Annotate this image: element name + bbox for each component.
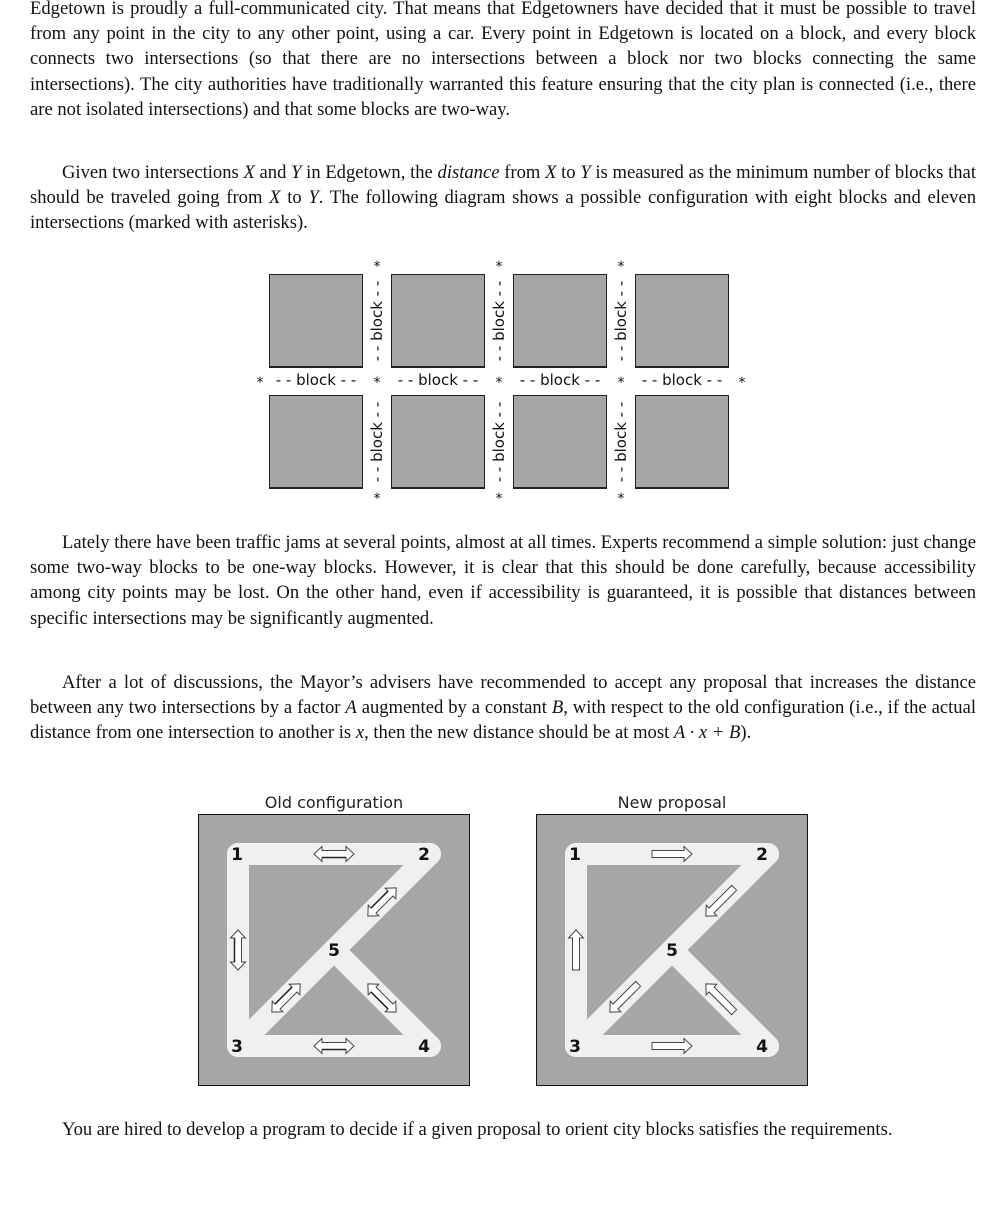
text-run: , then the new distance should be at most [364, 722, 674, 744]
math-formula: A · x + B [673, 722, 741, 744]
text-run: augmented by a constant [356, 697, 552, 719]
vertical-block-label: - - block - - [368, 280, 386, 362]
text-run: from [499, 162, 546, 183]
horizontal-block-label: - - block - - [519, 371, 601, 389]
text-run: Given two intersections [62, 162, 244, 183]
text-run: , with respect to the old configuration (i.e., if the actual distance from one intersection to another is [30, 697, 976, 744]
math-var-x: X [545, 162, 557, 183]
paragraph-task: You are hired to develop a program to decide if a given proposal to orient city blocks satisfies the requirements. [62, 1119, 893, 1140]
intersection-marker: * [373, 259, 381, 275]
text-run: is measured as the minimum number of blocks that should be traveled going from [30, 162, 976, 209]
intersection-marker: * [373, 491, 381, 507]
horizontal-block-label: - - block - - [397, 371, 479, 389]
paragraph-distance-definition [30, 160, 976, 236]
city-block-square [269, 274, 363, 368]
text-run: to [556, 162, 581, 183]
intersection-marker: * [373, 375, 381, 391]
node-label: 4 [756, 1037, 768, 1057]
node-label: 2 [418, 845, 430, 865]
horizontal-block-label: - - block - - [641, 371, 723, 389]
new-proposal-diagram [536, 814, 808, 1086]
intersection-marker: * [617, 259, 625, 275]
city-block-square [269, 395, 363, 489]
city-block-square [513, 274, 607, 368]
text-run: to [280, 187, 309, 209]
city-block-square [513, 395, 607, 489]
math-var-y: Y [291, 162, 302, 183]
math-var-y: Y [580, 162, 591, 183]
math-var-y: Y [308, 187, 319, 209]
city-block-square [635, 274, 729, 368]
intersection-marker: * [256, 375, 264, 391]
vertical-block-label: - - block - - [490, 401, 508, 483]
city-block-square [391, 395, 485, 489]
vertical-block-label: - - block - - [612, 280, 630, 362]
node-label: 3 [569, 1037, 581, 1057]
node-label: 5 [328, 941, 340, 961]
node-label: 1 [569, 845, 581, 865]
city-grid-diagram [250, 255, 760, 505]
node-label: 2 [756, 845, 768, 865]
text-run: in Edgetown, the [301, 162, 438, 183]
horizontal-block-label: - - block - - [275, 371, 357, 389]
old-configuration-diagram [198, 814, 470, 1086]
intersection-marker: * [495, 259, 503, 275]
intersection-marker: * [617, 375, 625, 391]
math-var-a: A [345, 697, 357, 719]
vertical-block-label: - - block - - [612, 401, 630, 483]
text-run: . The following diagram shows a possible configuration with eight blocks and eleven intersections (marked with asterisks). [30, 187, 976, 234]
node-label: 5 [666, 941, 678, 961]
math-var-x: X [243, 162, 255, 183]
node-label: 4 [418, 1037, 430, 1057]
new-proposal-figure [536, 792, 808, 1086]
intersection-marker: * [495, 375, 503, 391]
intersection-marker: * [738, 375, 746, 391]
city-block-square [635, 395, 729, 489]
math-var-x-lower: x [355, 722, 365, 744]
paragraph-intro: Edgetown is proudly a full-communicated city. That means that Edgetowners have decided that it must be possible to travel from any point in the city to any other point, using a car. Every point in Edgetown is located on a block, and every block connects two intersections (so that there are no intersections between a block nor two blocks connecting the same intersections). The city authorities have traditionally warranted this feature ensuring that the city plan is connected (i.e., there are not isolated intersections) and that some blocks are two-way. [30, 0, 976, 120]
intersection-marker: * [495, 491, 503, 507]
old-configuration-title: Old configuration [264, 793, 404, 812]
vertical-block-label: - - block - - [490, 280, 508, 362]
city-block-square [391, 274, 485, 368]
emphasis-distance: distance [437, 162, 500, 183]
text-run: ). [740, 722, 752, 744]
vertical-block-label: - - block - - [368, 401, 386, 483]
math-var-x: X [269, 187, 281, 209]
paragraph-advisers [30, 670, 976, 746]
node-label: 3 [231, 1037, 243, 1057]
paragraph-traffic-jams: Lately there have been traffic jams at several points, almost at all times. Experts recommend a simple solution: just change some two-way blocks to be one-way blocks. However, it is clear that this should be done carefully, because accessibility among city points may be lost. On the other hand, even if accessibility is guaranteed, it is possible that distances between specific intersections may be significantly augmented. [30, 532, 976, 629]
math-var-b: B [551, 697, 564, 719]
old-configuration-figure [198, 792, 470, 1086]
text-run: After a lot of discussions, the Mayor’s advisers have recommended to accept any proposal that increases the distance between any two intersections by a factor [30, 672, 976, 719]
new-proposal-title: New proposal [617, 793, 727, 812]
text-run: and [254, 162, 292, 183]
node-label: 1 [231, 845, 243, 865]
intersection-marker: * [617, 491, 625, 507]
